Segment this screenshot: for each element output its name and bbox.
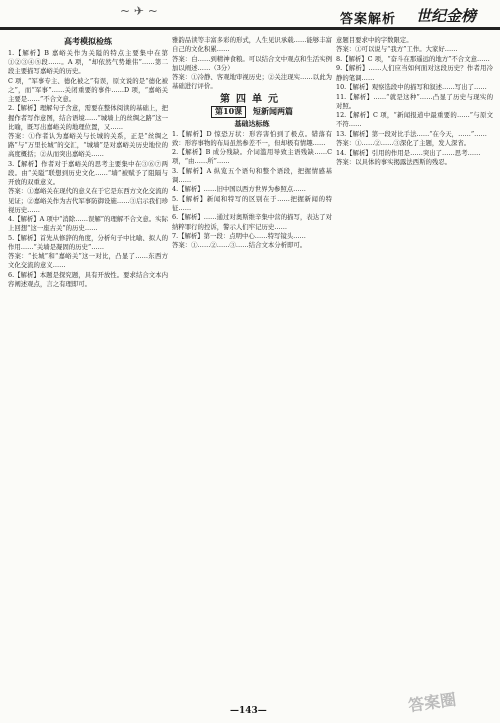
section-subtitle: 基础达标练	[234, 118, 270, 128]
header-rule	[0, 27, 500, 30]
answer-paragraph: 9.【解析】……人们应当如何面对这段历史？作者用冷静的笔调……	[336, 64, 493, 82]
answer-paragraph: 4.【解析】A 项中“消除……误解”的理解不合文意。实际上回想“这一座古关”的历史……	[8, 215, 168, 233]
answer-paragraph: 8.【解析】C 项，“奋斗在那遥远的地方”不合文意……	[336, 54, 490, 63]
answer-paragraph: 答案：①冷静、客观地审视历史；②关注现实……以此为基础进行评价。	[172, 73, 332, 91]
answer-paragraph: 答案：①嘉峪关在现代的意义在于它是东西方文化交流的见证；②嘉峪关作为古代军事防御设施……③启示我们珍视历史……	[8, 187, 168, 214]
unit-title: 第四单元	[220, 94, 284, 106]
lesson-title: 短新闻两篇	[252, 106, 293, 117]
column-left	[8, 36, 168, 289]
answer-item: 5.【解析】新闻和特写的区别在于……把握新闻的特征……	[172, 194, 332, 212]
answer-paragraph: 12.【解析】C 项，“新闻报道中最重要的……”与原文不符……	[336, 111, 493, 129]
answer-paragraph: C 项，“军事专主、德化被之”有误，原文说的是“德化被之”，而“军事”……关闭重要的事件……D 项，“嘉峪关主要是……”不合文意。	[8, 76, 168, 103]
page-header	[0, 0, 500, 34]
answer-paragraph: 11.【解析】……“就是这种”……凸显了历史与现实的对照。	[336, 92, 493, 110]
brand-logo: 世纪金榜	[416, 7, 477, 25]
answer-item: 4.【解析】……旧中国以西方世界为参照点……	[172, 185, 306, 194]
answer-paragraph: 13.【解析】第一段对比手法……“在今天，……”……	[336, 129, 487, 138]
answer-paragraph: 答案：白……到精神食粮。可以结合文中观点和生活实例加以阐述……（3分）	[172, 54, 332, 72]
answer-paragraph: 意题目要求中的字数限定。	[336, 36, 413, 44]
column-right	[336, 36, 493, 168]
answer-paragraph: 雅韵品读等丰富多彩的形式，人生见识承载……能够丰富自己的文化积累……	[172, 36, 332, 54]
column-middle	[172, 36, 332, 251]
answer-item: 7.【解析】第一段：点明中心……特写镜头……	[172, 232, 306, 240]
answer-paragraph: 2.【解析】理解句子含意，需要在整体阅读的基础上，把握作者写作意图，结合语境……“城墙上的丝绸之路”这一比喻，既写出嘉峪关的地理位置，又……	[8, 104, 168, 131]
answer-paragraph: 答案：以具体的事实揭露法西斯的残忍。	[336, 158, 452, 167]
section-title: 高考模拟检练	[64, 36, 112, 46]
lesson-heading	[172, 106, 332, 117]
answer-item: 6.【解析】……通过对奥斯维辛集中营的描写，表达了对纳粹罪行的控诉，警示人们牢记历史……	[172, 213, 332, 231]
page-number: —143—	[230, 706, 267, 716]
answer-paragraph: 3.【解析】作者对于嘉峪关的思考主要集中在③⑥⑦两段。由“关隘”联想到历史文化……“墙”被赋予了阻隔与开放的双重意义。	[8, 159, 168, 186]
answer-paragraph: 答案：①作者认为嘉峪关与长城的关系，正是“丝绸之路”与“万里长城”的交汇，“城墙”是对嘉峪关历史地位的高度概括；②从而突出嘉峪关……	[8, 132, 168, 159]
lesson-number: 第10课	[211, 106, 246, 117]
watermark-logo: 答案圈	[407, 689, 458, 716]
answer-item: 1.【解析】D 惊恐万状：形容害怕到了极点。错落有致：形容事物的布局虽然参差不一，但却极有情趣……	[172, 129, 332, 147]
answer-paragraph: 6.【解析】本题是探究题，具有开放性。要求结合文本内容阐述观点，言之有理即可。	[8, 270, 168, 288]
answer-paragraph: 答案：“长城”和“嘉峪关”这一对比，凸显了……东西方文化交流的意义……	[8, 252, 168, 270]
answer-paragraph: 答案：①可以说与“我方”工作。大家好……	[336, 45, 458, 54]
birds-decoration-icon: ~ ✈ ~	[120, 4, 158, 18]
answer-paragraph: 答案：①……②……③深化了主题，发人深省。	[336, 139, 471, 148]
header-title: 答案解析	[340, 12, 397, 27]
answer-paragraph: 5.【解析】首先从修辞的角度，分析句子中比喻、拟人的作用……“关墙是凝固的历史”……	[8, 233, 168, 251]
answer-paragraph: 1.【解析】B 嘉峪关作为关隘的特点主要集中在第①②③④⑤段……。A 项，“却依然气势雄伟”……第二段主要描写嘉峪关的历史。	[8, 49, 168, 76]
answer-paragraph: 10.【解析】观察选段中的描写和叙述……写出了……	[336, 83, 487, 92]
answer-item: 答案：①……②……③……结合文本分析即可。	[172, 241, 307, 250]
answer-paragraph: 14.【解析】引用的作用是……突出了……思考……	[336, 148, 481, 157]
answer-item: 3.【解析】A 纵览五个语句和整个语段，把握情感基调……	[172, 166, 332, 184]
answer-item: 2.【解析】B 成分残缺。介词滥用导致主语残缺……C 项，“由……所”……	[172, 148, 332, 166]
